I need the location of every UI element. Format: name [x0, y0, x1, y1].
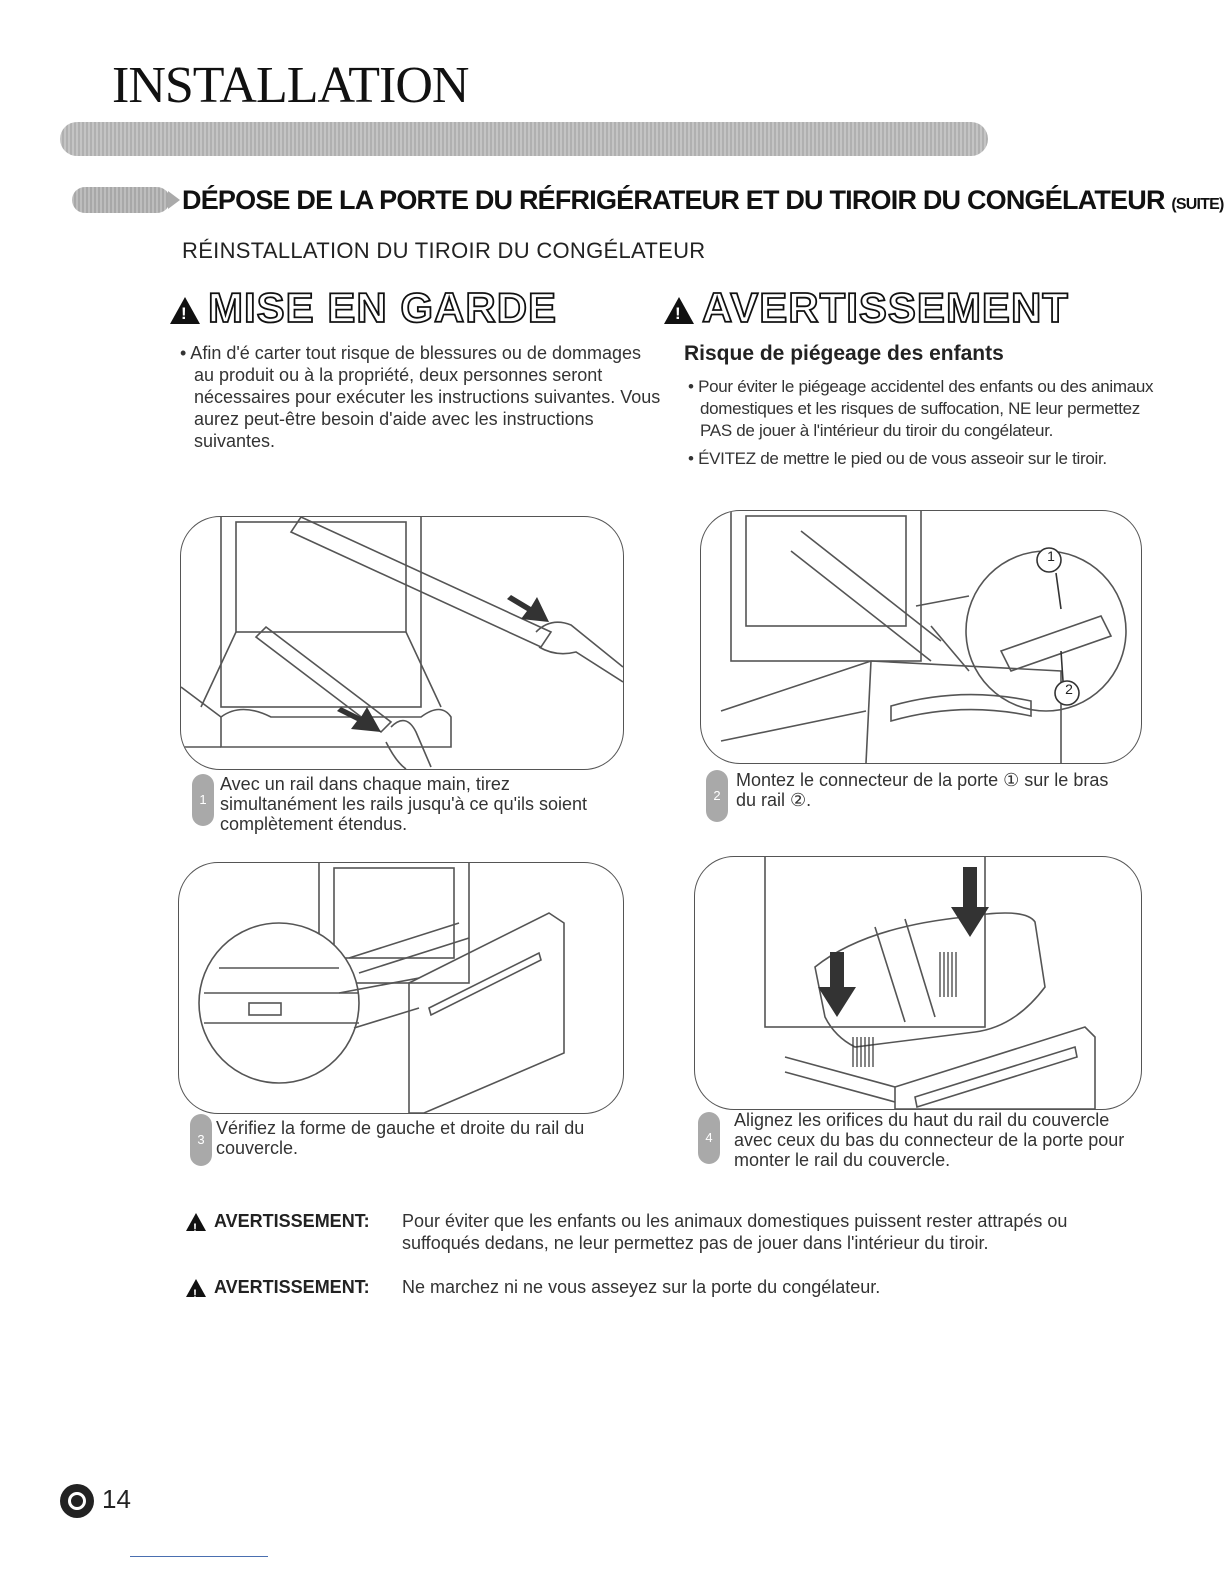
section-marker-icon [72, 187, 170, 213]
callout-1-label: 1 [1047, 548, 1055, 564]
step-4-illustration [694, 856, 1142, 1110]
connector-mount-illustration [701, 511, 1141, 763]
caution-title [170, 284, 557, 332]
step-text: Vérifiez la forme de gauche et droite du rail du couvercle. [216, 1118, 585, 1158]
rail-pull-illustration [181, 517, 623, 769]
warning-triangle-icon [170, 297, 200, 324]
warning-bullet: • Pour éviter le piégeage accidentel des enfants ou des animaux domestiques et les risques de suffocation, NE leur permettez PAS de jouer à l'intérieur du tiroir du congélateur. [688, 377, 1154, 440]
bottom-warning-text: Pour éviter que les enfants ou les animaux domestiques puissent rester attrapés ou suffoqués dedans, ne leur permettez pas de jouer dans l'intérieur du tiroir. [402, 1211, 1068, 1253]
warning-triangle-icon [186, 1279, 206, 1297]
warning-bullets [686, 376, 1166, 476]
page-number: 14 [102, 1484, 131, 1514]
step-text: Montez le connecteur de la porte ① sur le bras du rail ②. [736, 770, 1109, 810]
bottom-warning-text: Ne marchez ni ne vous asseyez sur la porte du congélateur. [402, 1277, 881, 1297]
warning-triangle-icon [664, 297, 694, 324]
caution-text: • Afin d'é carter tout risque de blessures ou de dommages au produit ou à la propriété, deux personnes seront nécessaires pour exécuter les instructions suivantes. Vous aurez peut-être besoin d'aide avec les instructions suivantes. [180, 343, 661, 451]
section-heading-text: DÉPOSE DE LA PORTE DU RÉFRIGÉRATEUR ET DU TIROIR DU CONGÉLATEUR [182, 185, 1165, 215]
warning-title-text: AVERTISSEMENT [702, 284, 1069, 331]
step-2-illustration [700, 510, 1142, 764]
warning-subtitle: Risque de piégeage des enfants [684, 342, 1004, 365]
step-badge: 4 [698, 1112, 720, 1164]
basket-install-illustration [695, 857, 1141, 1109]
section-heading-suffix: (SUITE) [1171, 196, 1224, 213]
step-3-illustration [178, 862, 624, 1114]
rail-shape-check-illustration [179, 863, 623, 1113]
step-text: Avec un rail dans chaque main, tirez simultanément les rails jusqu'à ce qu'ils soient complètement étendus. [220, 774, 588, 834]
bottom-warning-label: AVERTISSEMENT: [214, 1277, 370, 1297]
step-badge: 2 [706, 770, 728, 822]
callout-2-label: 2 [1065, 681, 1073, 697]
section-heading [182, 185, 1224, 216]
step-1-illustration [180, 516, 624, 770]
step-badge: 3 [190, 1114, 212, 1166]
footer-divider [130, 1556, 268, 1557]
bottom-warning [186, 1276, 1146, 1298]
step-text: Alignez les orifices du haut du rail du couvercle avec ceux du bas du connecteur de la porte pour monter le rail du couvercle. [734, 1110, 1125, 1170]
page-title: INSTALLATION [112, 57, 469, 114]
step-badge: 1 [192, 774, 214, 826]
bottom-warning [186, 1210, 1146, 1253]
warning-bullet: • ÉVITEZ de mettre le pied ou de vous asseoir sur le tiroir. [688, 449, 1107, 468]
title-band [60, 122, 988, 156]
lg-logo-icon [60, 1484, 94, 1518]
bottom-warning-label: AVERTISSEMENT: [214, 1211, 370, 1231]
caution-title-text: MISE EN GARDE [208, 284, 558, 331]
warning-triangle-icon [186, 1213, 206, 1231]
subheading: RÉINSTALLATION DU TIROIR DU CONGÉLATEUR [182, 238, 706, 263]
warning-title [664, 284, 1069, 332]
